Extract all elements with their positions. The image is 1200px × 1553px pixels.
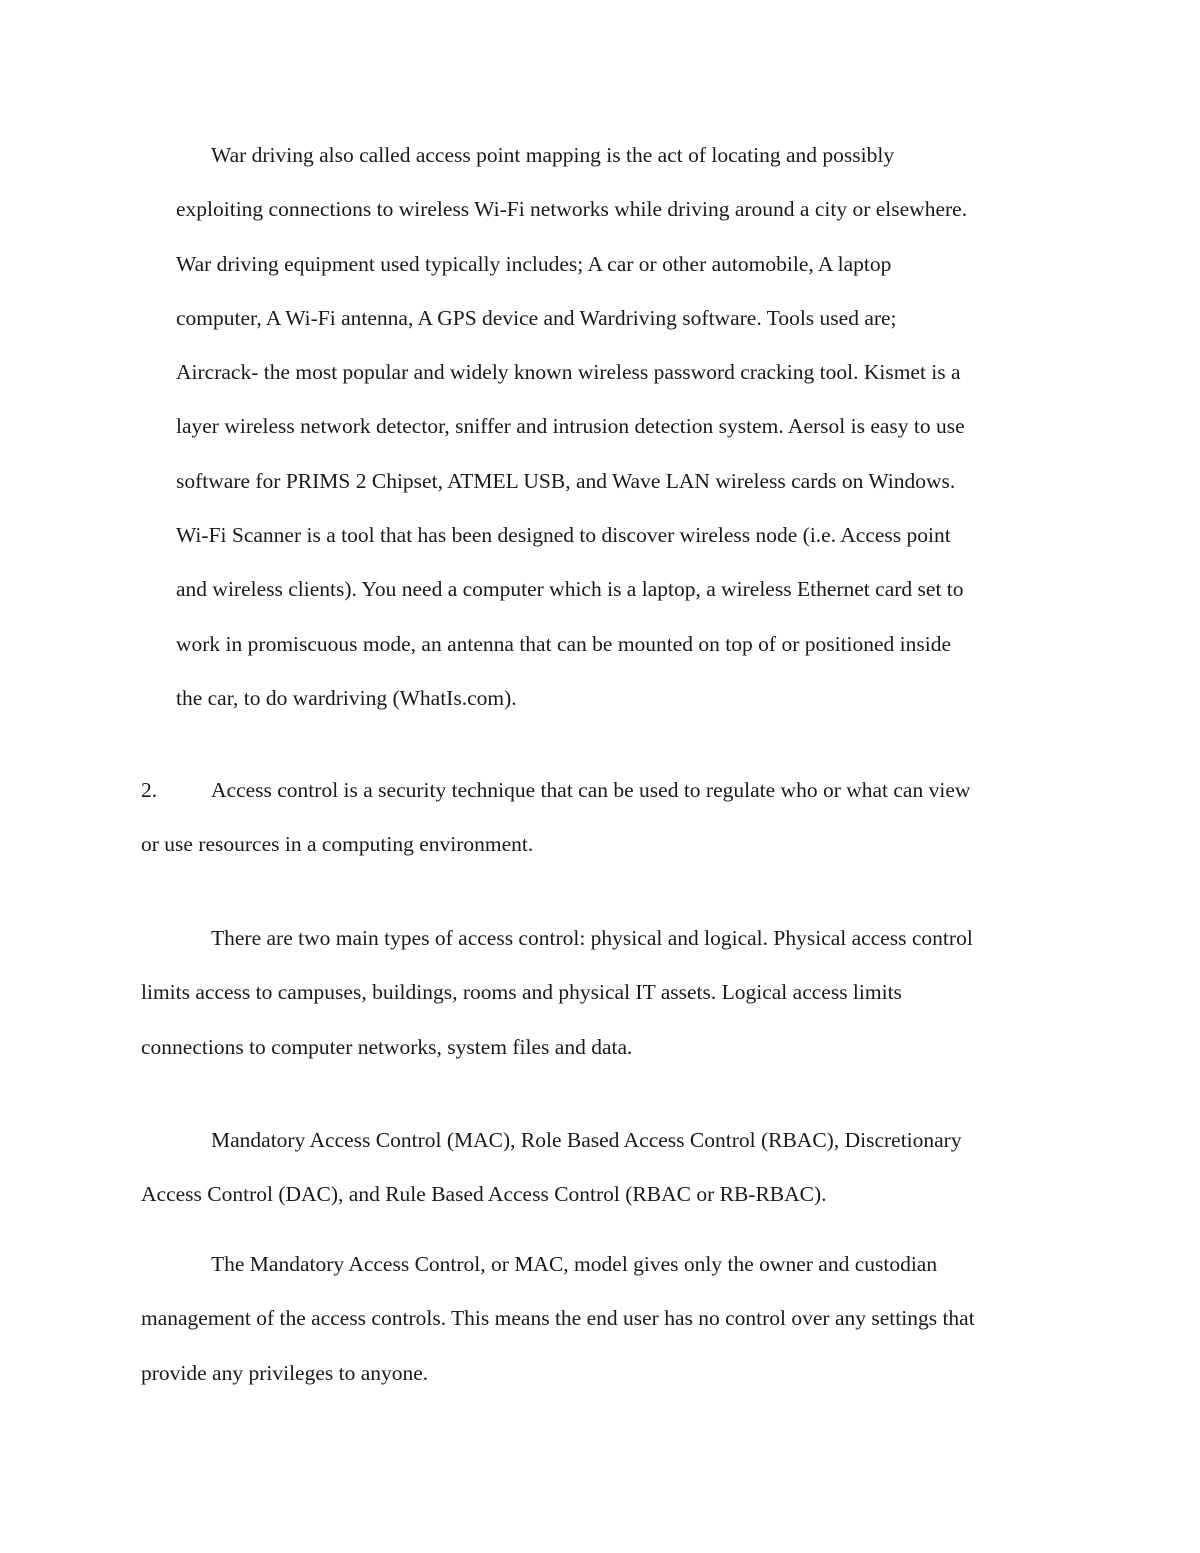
paragraph-access-control-definition xyxy=(141,763,970,872)
text-line: the car, to do wardriving (WhatIs.com). xyxy=(176,685,517,710)
paragraph-types-of-access-control xyxy=(141,911,973,1074)
paragraph-access-control-models xyxy=(141,1113,962,1222)
text-line: Aircrack- the most popular and widely known wireless password cracking tool. Kismet is a xyxy=(176,360,961,385)
text-line: computer, A Wi-Fi antenna, A GPS device and Wardriving software. Tools used are; xyxy=(176,305,897,330)
text-line: or use resources in a computing environment. xyxy=(141,832,534,857)
text-line: The Mandatory Access Control, or MAC, model gives only the owner and custodian xyxy=(211,1252,938,1276)
text-line: management of the access controls. This means the end user has no control over any settings that xyxy=(141,1306,975,1331)
text-line: Access Control (DAC), and Rule Based Access Control (RBAC or RB-RBAC). xyxy=(141,1182,827,1207)
paragraph-war-driving xyxy=(176,128,967,725)
text-fragment: Access control is a security technique that can be used to regulate who or what can view xyxy=(211,778,971,802)
text-line: exploiting connections to wireless Wi-Fi networks while driving around a city or elsewhere. xyxy=(176,197,968,222)
text-line: There are two main types of access control: physical and logical. Physical access control xyxy=(211,926,973,950)
paragraph-mac-model xyxy=(141,1237,975,1400)
text-line xyxy=(141,763,970,817)
text-line: software for PRIMS 2 Chipset, ATMEL USB, and Wave LAN wireless cards on Windows. xyxy=(176,468,956,493)
text-line: Mandatory Access Control (MAC), Role Based Access Control (RBAC), Discretionary xyxy=(211,1128,962,1152)
text-line: connections to computer networks, system files and data. xyxy=(141,1034,633,1059)
text-line: limits access to campuses, buildings, rooms and physical IT assets. Logical access limits xyxy=(141,980,902,1005)
text-line: and wireless clients). You need a computer which is a laptop, a wireless Ethernet card set to xyxy=(176,577,964,602)
text-line: provide any privileges to anyone. xyxy=(141,1360,429,1385)
text-line: layer wireless network detector, sniffer and intrusion detection system. Aersol is easy to use xyxy=(176,414,965,439)
text-line: work in promiscuous mode, an antenna that can be mounted on top of or positioned inside xyxy=(176,631,952,656)
text-line: Wi-Fi Scanner is a tool that has been designed to discover wireless node (i.e. Access point xyxy=(176,523,951,548)
text-line: War driving also called access point mapping is the act of locating and possibly xyxy=(211,143,895,167)
text-line: War driving equipment used typically includes; A car or other automobile, A laptop xyxy=(176,251,892,276)
list-number: 2. xyxy=(141,778,158,802)
